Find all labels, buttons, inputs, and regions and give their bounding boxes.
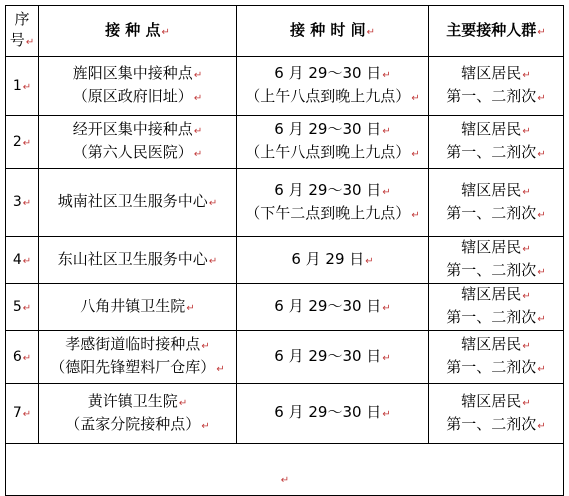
row-number-cell bbox=[6, 57, 39, 116]
site-line: （孟家分院接种点） bbox=[65, 414, 201, 433]
header-site bbox=[39, 6, 237, 57]
people-cell bbox=[429, 237, 564, 284]
site-cell bbox=[39, 331, 237, 384]
people-cell bbox=[429, 331, 564, 384]
people-line: 辖区居民 bbox=[461, 120, 522, 138]
site-cell bbox=[39, 116, 237, 169]
paragraph-mark-icon: ↵ bbox=[522, 341, 531, 352]
paragraph-mark-icon: ↵ bbox=[382, 409, 391, 420]
paragraph-mark-icon: ↵ bbox=[22, 81, 32, 93]
paragraph-mark-icon: ↵ bbox=[193, 93, 203, 104]
paragraph-mark-icon: ↵ bbox=[522, 244, 531, 255]
people-cell bbox=[429, 57, 564, 116]
header-no bbox=[6, 6, 39, 57]
time-line: 6 月 29～30 日 bbox=[274, 403, 382, 421]
paragraph-mark-icon: ↵ bbox=[193, 149, 203, 160]
paragraph-mark-icon: ↵ bbox=[216, 364, 225, 375]
paragraph-mark-icon: ↵ bbox=[208, 255, 218, 267]
paragraph-mark-icon: ↵ bbox=[22, 255, 32, 267]
site-line: 经开区集中接种点 bbox=[72, 120, 193, 138]
time-cell bbox=[237, 237, 429, 284]
header-time-label: 接 种 时 间 bbox=[289, 20, 366, 39]
time-line: 6 月 29～30 日 bbox=[274, 120, 382, 138]
site-line: （第六人民医院） bbox=[72, 143, 193, 161]
header-people bbox=[429, 6, 564, 57]
row-number: 2 bbox=[12, 133, 22, 150]
paragraph-mark-icon: ↵ bbox=[411, 209, 420, 221]
paragraph-mark-icon: ↵ bbox=[25, 37, 35, 48]
site-cell bbox=[39, 237, 237, 284]
paragraph-mark-icon: ↵ bbox=[178, 397, 188, 409]
paragraph-mark-icon: ↵ bbox=[280, 475, 290, 486]
header-time bbox=[237, 6, 429, 57]
site-line: 城南社区卫生服务中心 bbox=[57, 192, 208, 210]
table-row bbox=[6, 284, 564, 331]
paragraph-mark-icon: ↵ bbox=[522, 186, 531, 198]
people-cell bbox=[429, 384, 564, 444]
row-number: 1 bbox=[12, 77, 22, 94]
paragraph-mark-icon: ↵ bbox=[537, 93, 546, 104]
paragraph-mark-icon: ↵ bbox=[201, 420, 210, 432]
table-row bbox=[6, 169, 564, 237]
site-line: （德阳先锋塑料厂仓库） bbox=[50, 358, 216, 376]
row-number-cell bbox=[6, 284, 39, 331]
paragraph-mark-icon: ↵ bbox=[382, 352, 391, 364]
site-line: 旌阳区集中接种点 bbox=[72, 64, 193, 82]
table-body bbox=[6, 57, 564, 496]
paragraph-mark-icon: ↵ bbox=[193, 126, 203, 137]
time-cell bbox=[237, 384, 429, 444]
header-no-line-2: 号 bbox=[9, 31, 25, 49]
time-line: 6 月 29～30 日 bbox=[274, 296, 382, 315]
time-cell bbox=[237, 57, 429, 116]
people-line: 第一、二剂次 bbox=[446, 358, 537, 376]
paragraph-mark-icon: ↵ bbox=[22, 352, 32, 364]
row-number-cell bbox=[6, 169, 39, 237]
paragraph-mark-icon: ↵ bbox=[193, 70, 203, 81]
paragraph-mark-icon: ↵ bbox=[365, 255, 374, 267]
row-number: 3 bbox=[12, 194, 22, 210]
row-number-cell bbox=[6, 116, 39, 169]
row-number: 4 bbox=[12, 251, 22, 268]
people-line: 第一、二剂次 bbox=[446, 203, 537, 222]
people-line: 第一、二剂次 bbox=[446, 261, 537, 279]
row-number: 6 bbox=[12, 348, 22, 365]
table-row bbox=[6, 384, 564, 444]
site-line: 东山社区卫生服务中心 bbox=[57, 249, 208, 268]
people-line: 辖区居民 bbox=[461, 285, 522, 303]
table-row bbox=[6, 237, 564, 284]
site-line: 孝感街道临时接种点 bbox=[65, 335, 201, 353]
site-cell bbox=[39, 169, 237, 237]
site-line: 黄许镇卫生院 bbox=[87, 391, 178, 410]
time-line: 6 月 29～30 日 bbox=[274, 346, 382, 365]
paragraph-mark-icon: ↵ bbox=[366, 26, 376, 38]
paragraph-mark-icon: ↵ bbox=[22, 198, 32, 209]
row-number-cell bbox=[6, 384, 39, 444]
paragraph-mark-icon: ↵ bbox=[382, 70, 391, 81]
time-cell bbox=[237, 284, 429, 331]
row-number: 7 bbox=[12, 405, 22, 421]
paragraph-mark-icon: ↵ bbox=[522, 126, 531, 137]
paragraph-mark-icon: ↵ bbox=[411, 149, 420, 160]
header-site-label: 接 种 点 bbox=[105, 20, 161, 39]
empty-footer-cell bbox=[6, 444, 564, 496]
paragraph-mark-icon: ↵ bbox=[522, 291, 531, 302]
site-line: 八角井镇卫生院 bbox=[80, 296, 186, 315]
paragraph-mark-icon: ↵ bbox=[537, 267, 546, 278]
people-line: 辖区居民 bbox=[461, 180, 522, 199]
paragraph-mark-icon: ↵ bbox=[537, 314, 546, 325]
empty-footer-row bbox=[6, 444, 564, 496]
paragraph-mark-icon: ↵ bbox=[186, 302, 195, 314]
row-number-cell bbox=[6, 331, 39, 384]
paragraph-mark-icon: ↵ bbox=[537, 364, 546, 375]
people-cell bbox=[429, 284, 564, 331]
paragraph-mark-icon: ↵ bbox=[522, 397, 531, 409]
table-row bbox=[6, 331, 564, 384]
time-cell bbox=[237, 169, 429, 237]
people-line: 第一、二剂次 bbox=[446, 308, 537, 326]
time-line: （上午八点到晚上九点） bbox=[245, 87, 411, 105]
people-line: 辖区居民 bbox=[461, 391, 522, 410]
people-line: 第一、二剂次 bbox=[446, 143, 537, 161]
time-line: 6 月 29 日 bbox=[291, 249, 365, 268]
people-line: 第一、二剂次 bbox=[446, 87, 537, 105]
time-line: 6 月 29～30 日 bbox=[274, 180, 382, 199]
people-cell bbox=[429, 116, 564, 169]
time-cell bbox=[237, 331, 429, 384]
row-number: 5 bbox=[12, 298, 22, 315]
paragraph-mark-icon: ↵ bbox=[201, 341, 210, 352]
people-line: 辖区居民 bbox=[461, 64, 522, 82]
people-line: 辖区居民 bbox=[461, 335, 522, 353]
paragraph-mark-icon: ↵ bbox=[208, 198, 218, 209]
header-people-label: 主要接种人群 bbox=[446, 20, 537, 39]
header-row bbox=[6, 6, 564, 57]
paragraph-mark-icon: ↵ bbox=[537, 420, 546, 432]
people-cell bbox=[429, 169, 564, 237]
paragraph-mark-icon: ↵ bbox=[522, 70, 531, 81]
time-line: （下午二点到晚上九点） bbox=[245, 203, 411, 222]
people-line: 辖区居民 bbox=[461, 238, 522, 256]
time-line: 6 月 29～30 日 bbox=[274, 64, 382, 82]
header-no-line-1: 序 bbox=[14, 10, 30, 28]
people-line: 第一、二剂次 bbox=[446, 414, 537, 433]
table-row bbox=[6, 116, 564, 169]
paragraph-mark-icon: ↵ bbox=[537, 209, 546, 221]
site-line: （原区政府旧址） bbox=[72, 87, 193, 105]
time-cell bbox=[237, 116, 429, 169]
site-cell bbox=[39, 57, 237, 116]
paragraph-mark-icon: ↵ bbox=[382, 302, 391, 314]
paragraph-mark-icon: ↵ bbox=[22, 409, 32, 420]
paragraph-mark-icon: ↵ bbox=[382, 186, 391, 198]
table-row bbox=[6, 57, 564, 116]
site-cell bbox=[39, 284, 237, 331]
paragraph-mark-icon: ↵ bbox=[411, 93, 420, 104]
paragraph-mark-icon: ↵ bbox=[382, 126, 391, 137]
paragraph-mark-icon: ↵ bbox=[537, 26, 546, 38]
row-number-cell bbox=[6, 237, 39, 284]
paragraph-mark-icon: ↵ bbox=[161, 26, 170, 38]
site-cell bbox=[39, 384, 237, 444]
time-line: （上午八点到晚上九点） bbox=[245, 143, 411, 161]
paragraph-mark-icon: ↵ bbox=[22, 302, 32, 314]
paragraph-mark-icon: ↵ bbox=[537, 149, 546, 160]
vaccination-schedule-table bbox=[5, 5, 564, 496]
paragraph-mark-icon: ↵ bbox=[22, 137, 32, 149]
